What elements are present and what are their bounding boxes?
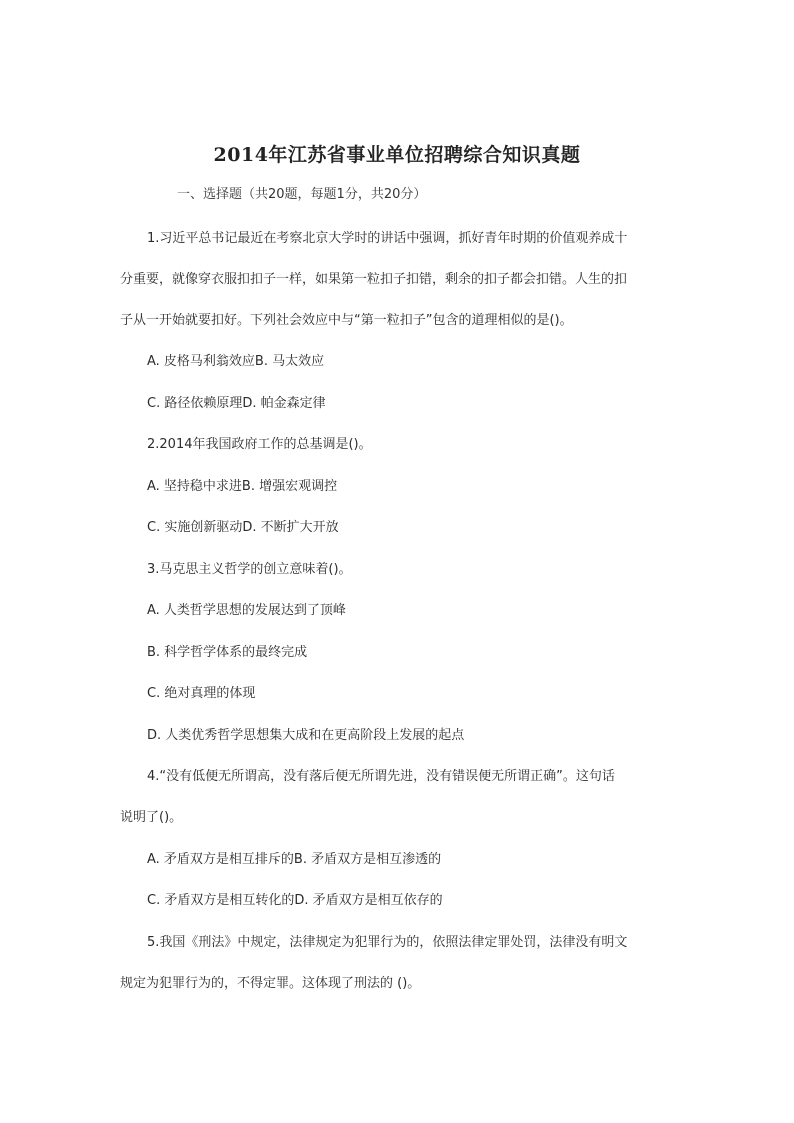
question-4-options-ab: A. 矛盾双方是相互排斥的B. 矛盾双方是相互渗透的	[147, 852, 442, 867]
question-1-line-3: 子从一开始就要扣好。下列社会效应中与“第一粒扣子”包含的道理相似的是()。	[120, 313, 573, 328]
question-3-option-b: B. 科学哲学体系的最终完成	[147, 645, 308, 660]
document-title: 2014年江苏省事业单位招聘综合知识真题	[213, 144, 581, 166]
question-1-options-ab: A. 皮格马利翁效应B. 马太效应	[147, 354, 325, 369]
question-2-options-cd: C. 实施创新驱动D. 不断扩大开放	[147, 520, 339, 535]
question-1-line-1: 1.习近平总书记最近在考察北京大学时的讲话中强调，抓好青年时期的价值观养成十	[147, 231, 628, 246]
question-2-stem: 2.2014年我国政府工作的总基调是()。	[147, 437, 372, 452]
question-4-line-1: 4.“没有低便无所谓高，没有落后便无所谓先进，没有错误便无所谓正确”。这句话	[147, 769, 615, 784]
question-3-option-c: C. 绝对真理的体现	[147, 686, 256, 701]
question-3-option-d: D. 人类优秀哲学思想集大成和在更高阶段上发展的起点	[147, 728, 465, 743]
question-1-options-cd: C. 路径依赖原理D. 帕金森定律	[147, 396, 326, 411]
question-2-options-ab: A. 坚持稳中求进B. 增强宏观调控	[147, 479, 338, 494]
question-4-line-2: 说明了()。	[120, 810, 183, 825]
question-5-line-1: 5.我国《刑法》中规定，法律规定为犯罪行为的，依照法律定罪处罚，法律没有明文	[147, 935, 628, 950]
question-5-line-2: 规定为犯罪行为的，不得定罪。这体现了刑法的 ()。	[120, 976, 421, 991]
question-4-options-cd: C. 矛盾双方是相互转化的D. 矛盾双方是相互依存的	[147, 893, 443, 908]
question-3-option-a: A. 人类哲学思想的发展达到了顶峰	[147, 603, 346, 618]
question-3-stem: 3.马克思主义哲学的创立意味着()。	[147, 562, 352, 577]
question-1-line-2: 分重要，就像穿衣服扣扣子一样，如果第一粒扣子扣错，剩余的扣子都会扣错。人生的扣	[120, 272, 628, 287]
section-heading: 一、选择题（共20题，每题1分，共20分）	[177, 187, 427, 202]
